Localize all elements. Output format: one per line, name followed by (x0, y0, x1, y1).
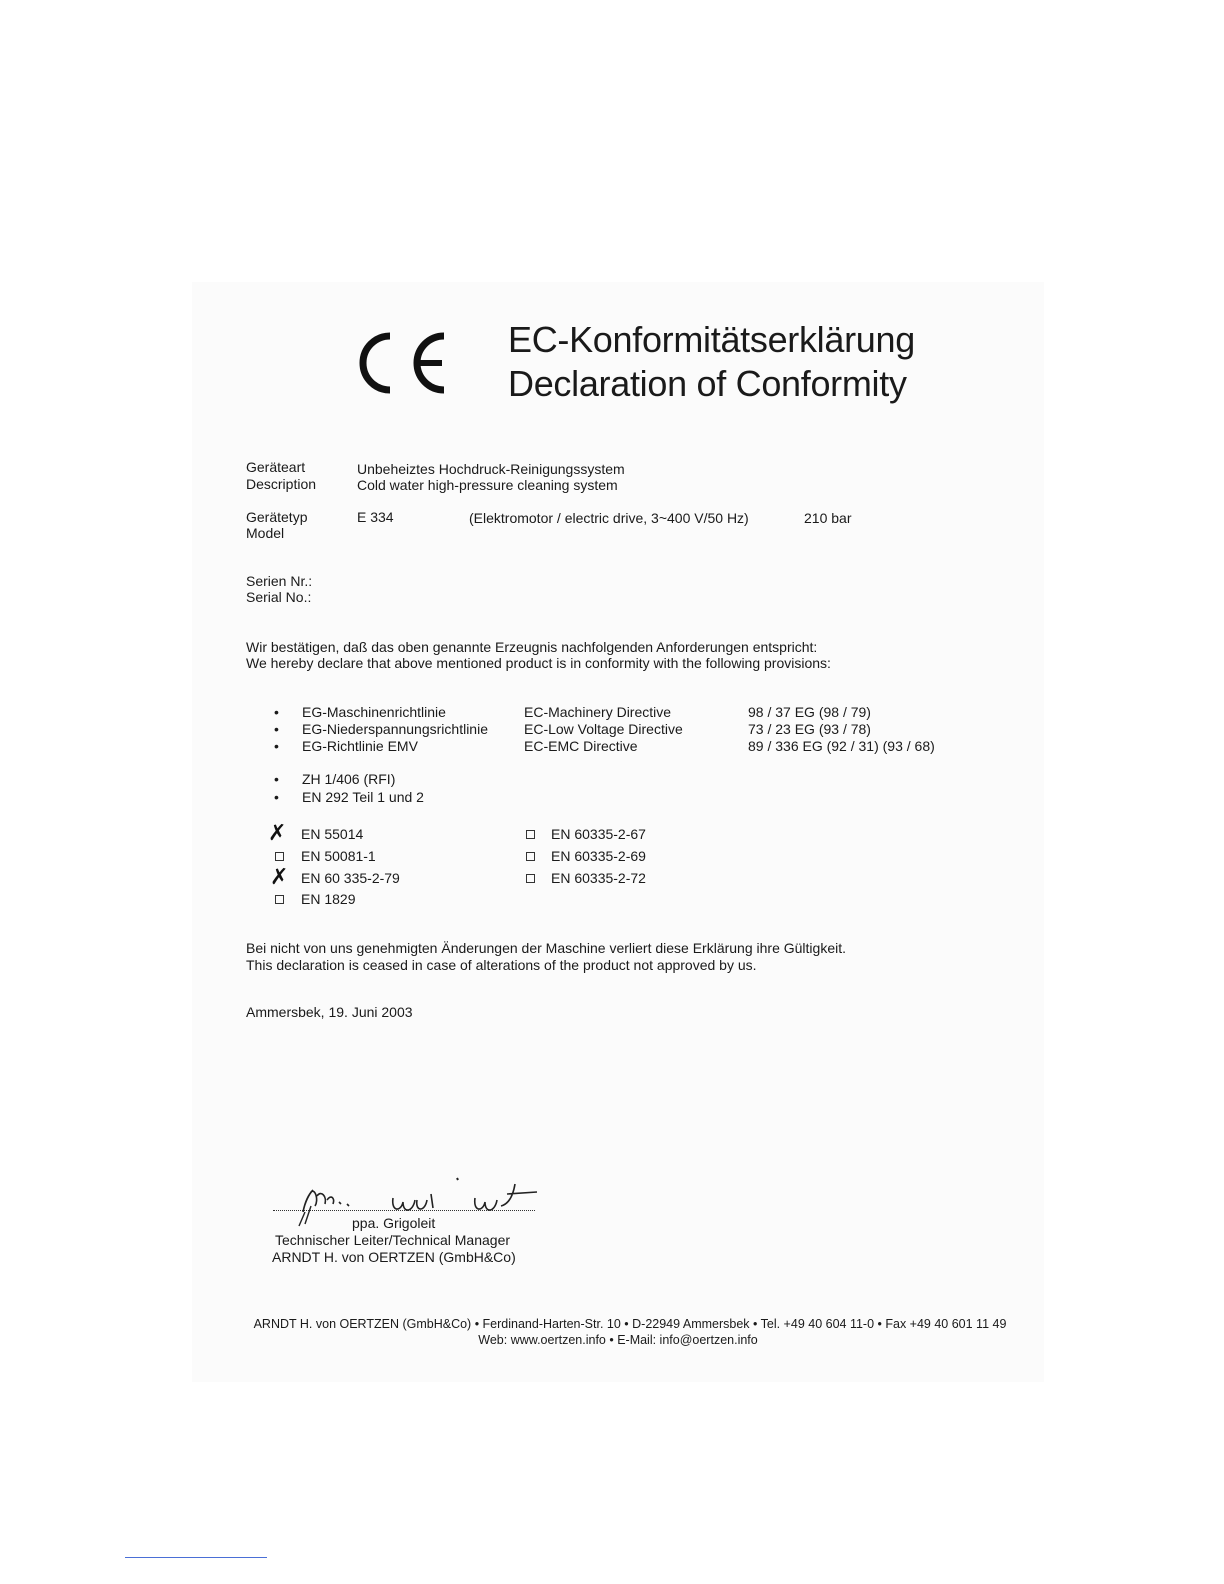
standard-label: EN 50081-1 (301, 848, 376, 864)
footnote-rule (125, 1557, 267, 1558)
serial-label-en: Serial No.: (246, 589, 312, 605)
checked-x-icon: ✗ (270, 864, 289, 889)
ce-mark-logo (352, 330, 448, 396)
standard-label: EN 60335-2-72 (551, 870, 646, 886)
checked-x-icon: ✗ (268, 820, 287, 845)
model-drive: (Elektromotor / electric drive, 3~400 V/50 Hz) (469, 510, 749, 526)
checkbox-icon (526, 852, 535, 861)
footer-address: ARNDT H. von OERTZEN (GmbH&Co) • Ferdinand-Harten-Str. 10 • D-22949 Ammersbek • Tel. +49 40 604 11-0 • Fax +49 40 601 11 49 (253, 1317, 1007, 1331)
serial-label-de: Serien Nr.: (246, 573, 313, 589)
standard-label: EN 60335-2-69 (551, 848, 646, 864)
standard-label: EN 55014 (301, 826, 364, 842)
model-pressure: 210 bar (804, 510, 852, 526)
rule-item: • ZH 1/406 (RFI) (302, 771, 395, 788)
declaration-de: Wir bestätigen, daß das oben genannte Erzeugnis nachfolgenden Anforderungen entspricht: (246, 639, 818, 655)
checkbox-icon (275, 852, 284, 861)
directive-de: • EG-Niederspannungsrichtlinie (302, 721, 488, 738)
description-label-de: Geräteart (246, 459, 306, 475)
place-date: Ammersbek, 19. Juni 2003 (246, 1004, 413, 1020)
description-label-en: Description (246, 476, 317, 492)
directive-en: EC-Low Voltage Directive (524, 721, 683, 737)
signatory-name: ppa. Grigoleit (352, 1215, 436, 1231)
model-label-en: Model (246, 525, 285, 541)
checkbox-icon (526, 830, 535, 839)
checkbox-icon (275, 895, 284, 904)
directive-ref: 98 / 37 EG (98 / 79) (748, 704, 871, 720)
declaration-en: We hereby declare that above mentioned product is in conformity with the following provisions: (246, 655, 831, 671)
title-english: Declaration of Conformity (508, 363, 907, 404)
directive-ref: 73 / 23 EG (93 / 78) (748, 721, 871, 737)
model-value: E 334 (357, 509, 394, 525)
model-label-de: Gerätetyp (246, 509, 308, 525)
directive-de: • EG-Maschinenrichtlinie (302, 704, 446, 721)
standard-label: EN 1829 (301, 891, 356, 907)
standard-label: EN 60335-2-67 (551, 826, 646, 842)
directive-ref: 89 / 336 EG (92 / 31) (93 / 68) (748, 738, 935, 754)
validity-de: Bei nicht von uns genehmigten Änderungen der Maschine verliert diese Erklärung ihre Gültigkeit. (246, 940, 847, 956)
validity-en: This declaration is ceased in case of alterations of the product not approved by us. (246, 957, 757, 973)
standard-label: EN 60 335-2-79 (301, 870, 400, 886)
directive-en: EC-EMC Directive (524, 738, 638, 754)
footer-contact: Web: www.oertzen.info • E-Mail: info@oertzen.info (478, 1333, 758, 1347)
description-value-de: Unbeheiztes Hochdruck-Reinigungssystem (357, 461, 625, 477)
description-value-en: Cold water high-pressure cleaning system (357, 477, 618, 493)
rule-item: • EN 292 Teil 1 und 2 (302, 789, 424, 806)
signatory-company: ARNDT H. von OERTZEN (GmbH&Co) (272, 1249, 516, 1265)
directive-en: EC-Machinery Directive (524, 704, 672, 720)
directive-de: • EG-Richtlinie EMV (302, 738, 418, 755)
checkbox-icon (526, 874, 535, 883)
signatory-role: Technischer Leiter/Technical Manager (275, 1232, 511, 1248)
title-german: EC-Konformitätserklärung (508, 319, 915, 360)
